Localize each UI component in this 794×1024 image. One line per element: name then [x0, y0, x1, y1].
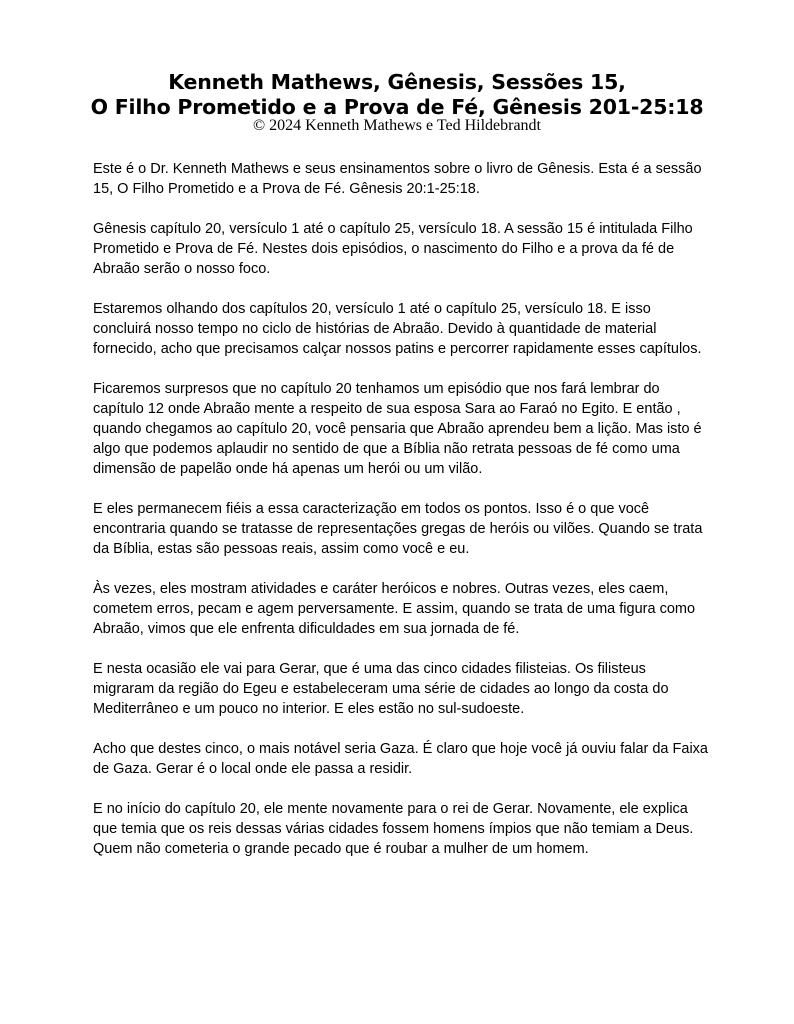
title-line-2: O Filho Prometido e a Prova de Fé, Gênesis 201-25:18 [90, 95, 704, 119]
paragraph: Às vezes, eles mostram atividades e caráter heróicos e nobres. Outras vezes, eles caem, cometem erros, pecam e agem perversamente. E assim, quando se trata de uma figura como Abraão, vimos que ele enfrenta dificuldades em sua jornada de fé. [93, 581, 696, 637]
document-body [93, 159, 709, 879]
paragraph: E eles permanecem fiéis a essa caracterização em todos os pontos. Isso é o que você encontraria quando se tratasse de representações gregas de heróis ou vilões. Quando se trata da Bíblia, estas são pessoas reais, assim como você e eu. [93, 501, 703, 557]
copyright-notice: © 2024 Kenneth Mathews e Ted Hildebrandt [252, 117, 541, 134]
paragraph: Gênesis capítulo 20, versículo 1 até o capítulo 25, versículo 18. A sessão 15 é intitulada Filho Prometido e Prova de Fé. Nestes dois episódios, o nascimento do Filho e a prova da fé de Abraão serão o nosso foco. [93, 221, 693, 277]
paragraph: Estaremos olhando dos capítulos 20, versículo 1 até o capítulo 25, versículo 18. E isso concluirá nosso tempo no ciclo de histórias de Abraão. Devido à quantidade de material fornecido, acho que precisamos calçar nossos patins e percorrer rapidamente esses capítulos. [93, 301, 702, 357]
paragraph: Ficaremos surpresos que no capítulo 20 tenhamos um episódio que nos fará lembrar do capítulo 12 onde Abraão mente a respeito de sua esposa Sara ao Faraó no Egito. E então , quando chegamos ao capítulo 20, você pensaria que Abraão aprendeu bem a lição. Mas isto é algo que podemos aplaudir no sentido de que a Bíblia não retrata pessoas de fé como uma dimensão de papelão onde há apenas um herói ou um vilão. [93, 381, 702, 477]
paragraph: Acho que destes cinco, o mais notável seria Gaza. É claro que hoje você já ouviu falar da Faixa de Gaza. Gerar é o local onde ele passa a residir. [93, 741, 708, 777]
title-line-1: Kenneth Mathews, Gênesis, Sessões 15, [168, 70, 626, 94]
paragraph: E nesta ocasião ele vai para Gerar, que é uma das cinco cidades filisteias. Os filisteus migraram da região do Egeu e estabeleceram uma série de cidades ao longo da costa do Mediterrâneo e um pouco no interior. E eles estão no sul-sudoeste. [93, 661, 669, 717]
paragraph: Este é o Dr. Kenneth Mathews e seus ensinamentos sobre o livro de Gênesis. Esta é a sessão 15, O Filho Prometido e a Prova de Fé. Gênesis 20:1-25:18. [93, 161, 702, 197]
paragraph: E no início do capítulo 20, ele mente novamente para o rei de Gerar. Novamente, ele explica que temia que os reis dessas várias cidades fossem homens ímpios que não temiam a Deus. Quem não cometeria o grande pecado que é roubar a mulher de um homem. [93, 801, 694, 857]
document-header [0, 70, 794, 134]
